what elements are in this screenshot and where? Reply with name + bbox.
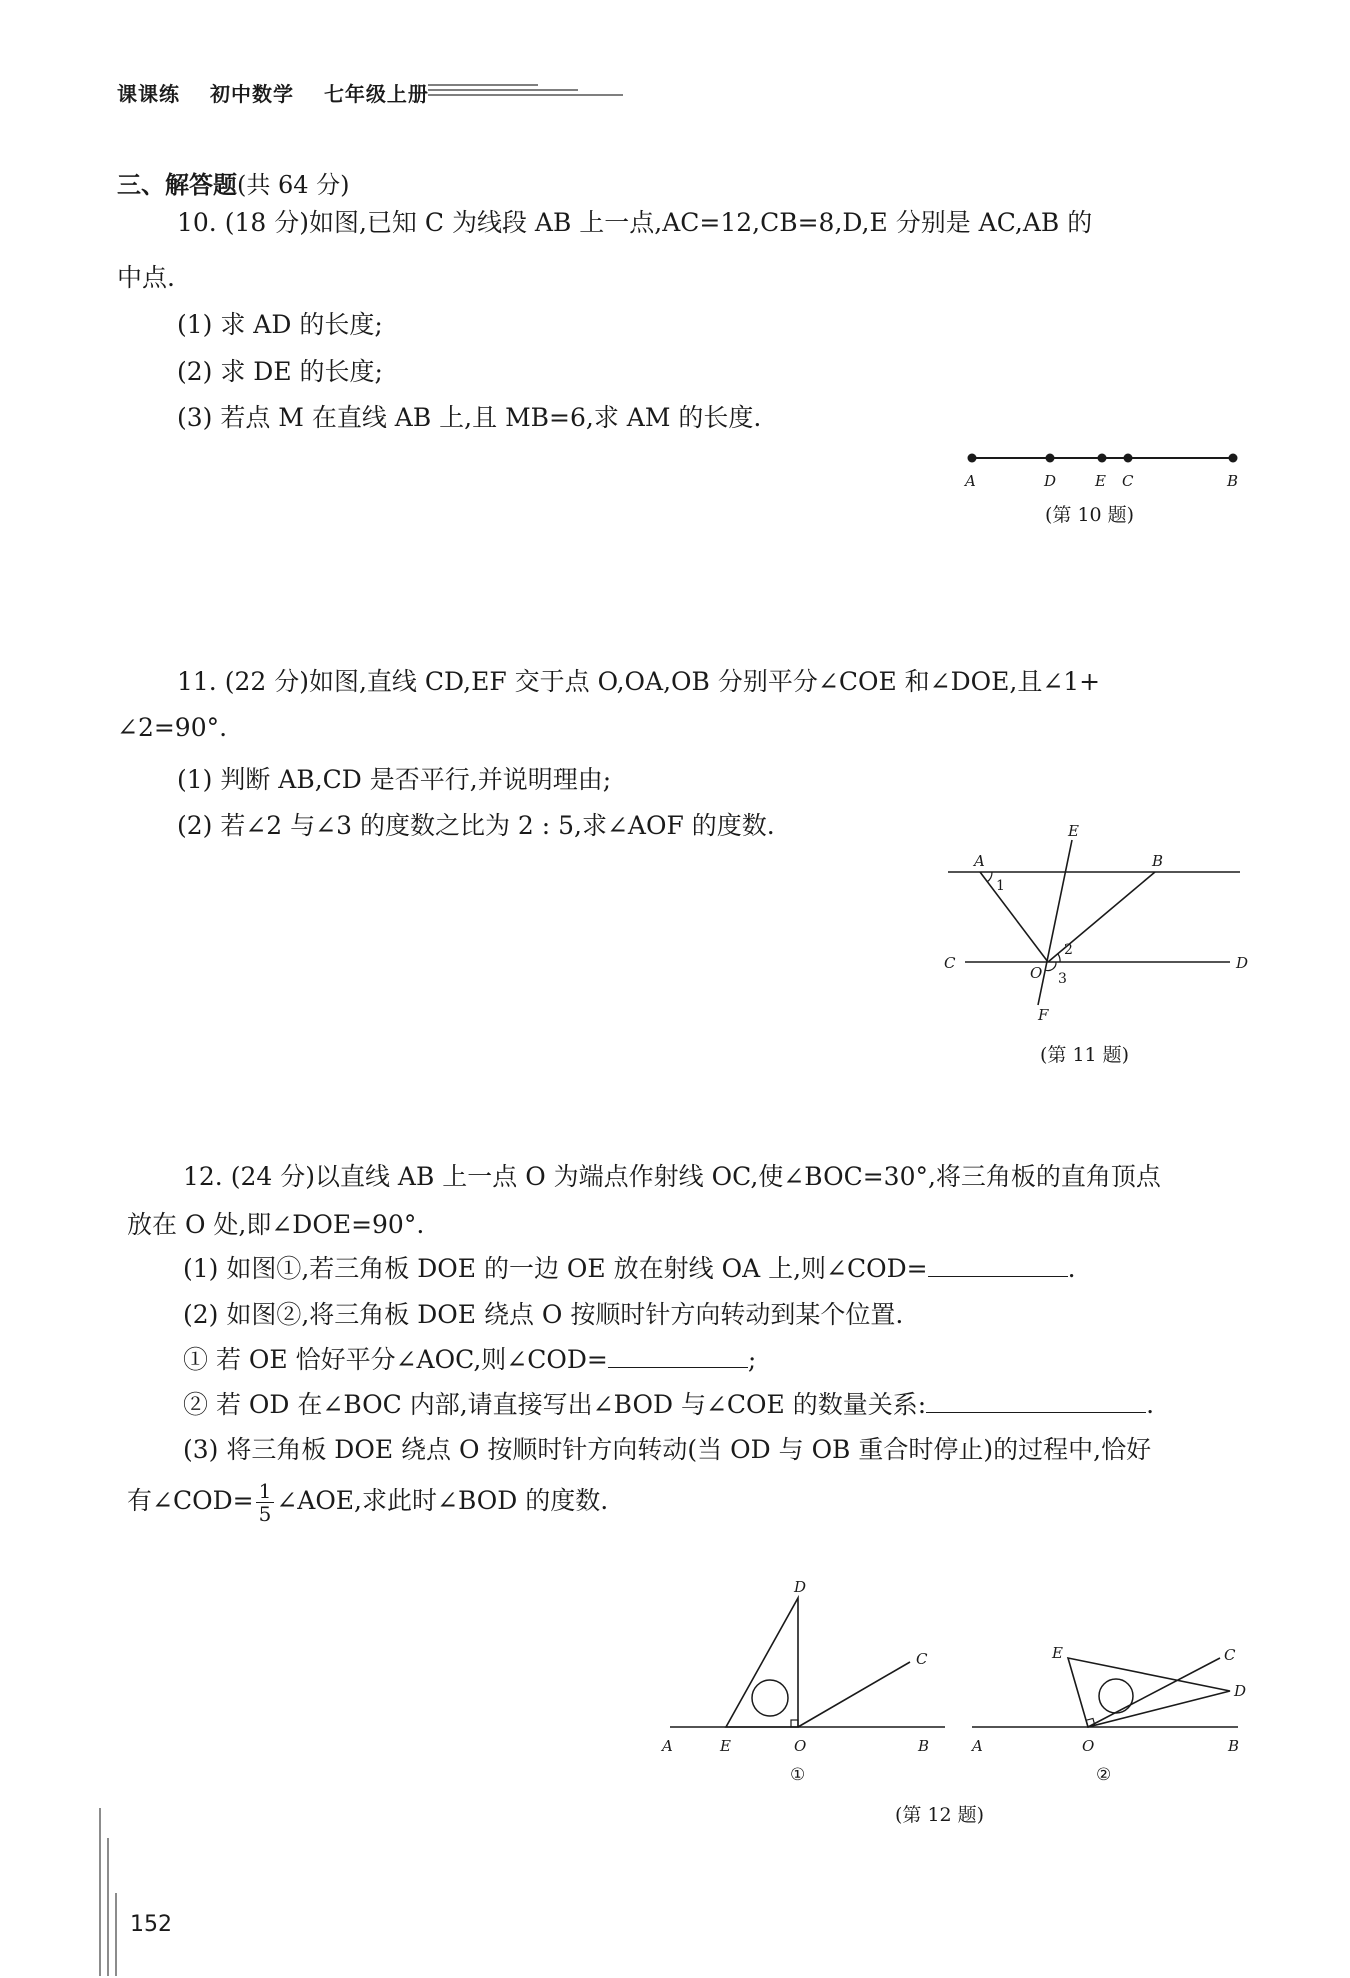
q11-line1: 11. (22 分)如图,直线 CD,EF 交于点 O,OA,OB 分别平分∠COE 和∠DOE,且∠1+ bbox=[177, 667, 1101, 696]
answer-blank-3[interactable] bbox=[926, 1390, 1146, 1413]
label-3: 3 bbox=[1058, 971, 1067, 987]
label-d: D bbox=[794, 1578, 807, 1596]
label-b: B bbox=[918, 1737, 930, 1755]
triangle-hole bbox=[1099, 1679, 1133, 1713]
triangle-hole bbox=[752, 1680, 788, 1716]
ray-oa bbox=[980, 872, 1048, 962]
q10-part3: (3) 若点 M 在直线 AB 上,且 MB=6,求 AM 的长度. bbox=[177, 403, 762, 432]
label-o: O bbox=[1082, 1737, 1095, 1755]
label-o: O bbox=[1030, 964, 1043, 982]
label-a: A bbox=[662, 1737, 673, 1755]
label-e: E bbox=[1068, 822, 1079, 840]
q12-part3: (3) 将三角板 DOE 绕点 O 按顺时针方向转动(当 OD 与 OB 重合时停止)的过程中,恰好 bbox=[183, 1435, 1152, 1464]
label-c: C bbox=[944, 954, 956, 972]
point-e bbox=[1098, 454, 1107, 463]
answer-blank-2[interactable] bbox=[608, 1345, 748, 1368]
q10-figure bbox=[950, 440, 1250, 490]
figure-number-2: ② bbox=[1096, 1765, 1112, 1785]
header-subject: 初中数学 bbox=[209, 82, 294, 106]
q12-part3-line2: 有∠COD= $\frac{1}{5}$ ∠AOE,求此时∠BOD 的度数. bbox=[127, 1479, 609, 1526]
header-grade: 七年级上册 bbox=[323, 82, 429, 106]
label-c: C bbox=[1122, 472, 1134, 490]
header-decorative-lines bbox=[428, 84, 628, 100]
answer-blank-1[interactable] bbox=[928, 1254, 1068, 1277]
q12-part2b: ② 若 OD 在∠BOC 内部,请直接写出∠BOD 与∠COE 的数量关系: . bbox=[183, 1390, 1155, 1419]
point-d bbox=[1046, 454, 1055, 463]
q12-part2a: ① 若 OE 恰好平分∠AOC,则∠COD= ; bbox=[183, 1345, 757, 1374]
label-b: B bbox=[1227, 472, 1239, 490]
q12-caption: (第 12 题) bbox=[895, 1804, 985, 1826]
figure-number-1: ① bbox=[790, 1765, 806, 1785]
label-d: D bbox=[1044, 472, 1057, 490]
label-o: O bbox=[794, 1737, 807, 1755]
angle-2-arc bbox=[1058, 954, 1060, 962]
q10-line2: 中点. bbox=[117, 263, 175, 292]
q12-line2: 放在 O 处,即∠DOE=90°. bbox=[127, 1210, 425, 1239]
ray-oc bbox=[1088, 1658, 1220, 1727]
point-a bbox=[968, 454, 977, 463]
section-title: 三、解答题(共 64 分) bbox=[117, 171, 350, 199]
label-1: 1 bbox=[996, 878, 1005, 894]
label-e: E bbox=[720, 1737, 731, 1755]
label-e: E bbox=[1095, 472, 1106, 490]
q10-caption: (第 10 题) bbox=[1045, 504, 1135, 526]
label-a: A bbox=[965, 472, 976, 490]
q12-figure-2 bbox=[960, 1630, 1260, 1790]
label-d: D bbox=[1236, 954, 1249, 972]
angle-1-arc bbox=[987, 872, 992, 882]
point-b bbox=[1229, 454, 1238, 463]
q11-part1: (1) 判断 AB,CD 是否平行,并说明理由; bbox=[177, 765, 612, 794]
page-number: 152 bbox=[130, 1912, 172, 1937]
label-c: C bbox=[1224, 1646, 1236, 1664]
right-angle-mark bbox=[791, 1720, 798, 1727]
q12-figure-1 bbox=[660, 1570, 950, 1790]
q10-part1: (1) 求 AD 的长度; bbox=[177, 310, 383, 339]
header-series: 课课练 bbox=[117, 82, 180, 106]
q12-line1: 12. (24 分)以直线 AB 上一点 O 为端点作射线 OC,使∠BOC=30°,将三角板的直角顶点 bbox=[183, 1162, 1161, 1191]
ray-oc bbox=[798, 1662, 910, 1727]
label-f: F bbox=[1038, 1006, 1049, 1024]
point-c bbox=[1124, 454, 1133, 463]
q11-part2: (2) 若∠2 与∠3 的度数之比为 2 : 5,求∠AOF 的度数. bbox=[177, 811, 775, 840]
label-2: 2 bbox=[1064, 942, 1073, 958]
label-b: B bbox=[1152, 852, 1164, 870]
q12-part1: (1) 如图①,若三角板 DOE 的一边 OE 放在射线 OA 上,则∠COD= . bbox=[183, 1254, 1076, 1283]
triangle-doe bbox=[1068, 1658, 1230, 1727]
margin-decorative-lines bbox=[98, 1808, 128, 1978]
fraction-one-fifth: $\frac{1}{5}$ bbox=[256, 1480, 275, 1525]
label-e: E bbox=[1052, 1644, 1063, 1662]
q12-part2: (2) 如图②,将三角板 DOE 绕点 O 按顺时针方向转动到某个位置. bbox=[183, 1300, 904, 1329]
label-d: D bbox=[1234, 1682, 1247, 1700]
page-header bbox=[117, 78, 451, 107]
q10-part2: (2) 求 DE 的长度; bbox=[177, 357, 383, 386]
label-c: C bbox=[916, 1650, 928, 1668]
label-b: B bbox=[1228, 1737, 1240, 1755]
label-a: A bbox=[972, 1737, 983, 1755]
q11-line2: ∠2=90°. bbox=[117, 713, 228, 742]
label-a: A bbox=[974, 852, 985, 870]
q11-caption: (第 11 题) bbox=[1040, 1044, 1130, 1066]
triangle-doe bbox=[726, 1598, 798, 1727]
q11-figure bbox=[940, 820, 1260, 1030]
q10-line1: 10. (18 分)如图,已知 C 为线段 AB 上一点,AC=12,CB=8,D,E 分别是 AC,AB 的 bbox=[177, 208, 1093, 237]
